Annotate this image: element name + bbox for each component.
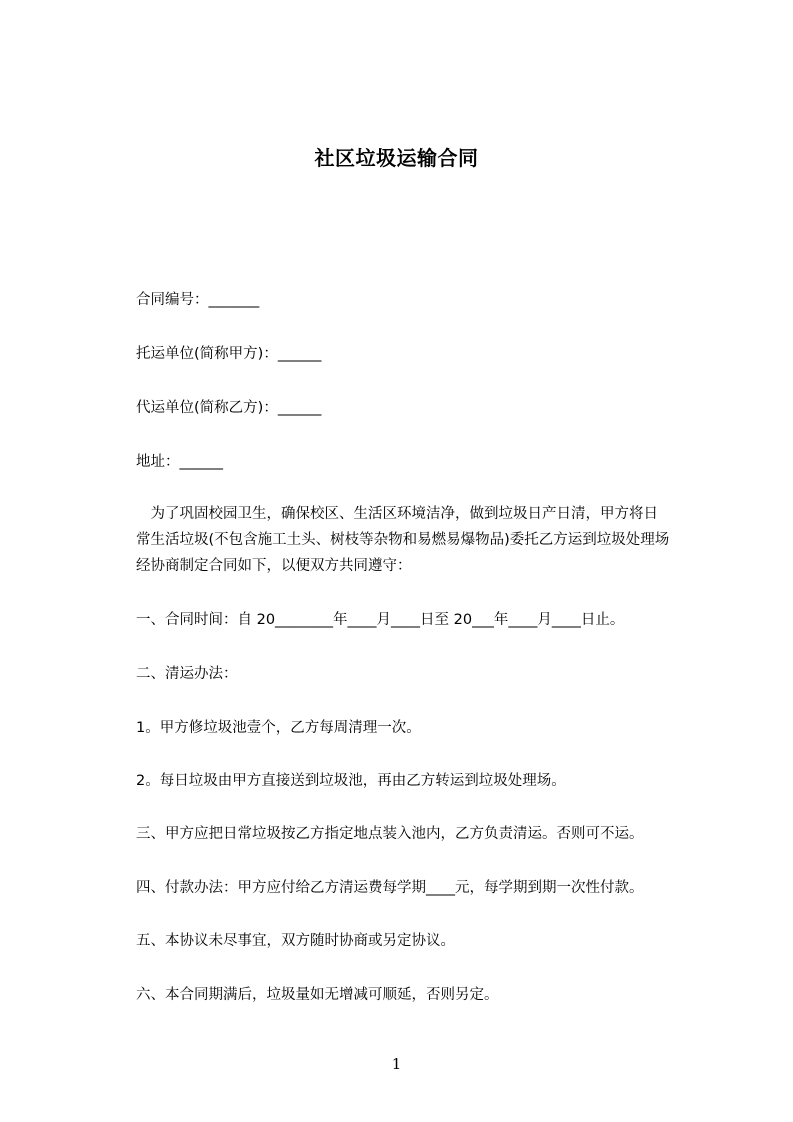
clause-2-item-1: 1。甲方修垃圾池壹个，乙方每周清理一次。: [136, 720, 421, 736]
clause-1: 一、合同时间：自 20________年____月____日至 20___年____月____日止。: [136, 612, 625, 628]
clause-6: 六、本合同期满后，垃圾量如无增减可顺延，否则另定。: [136, 987, 499, 1003]
document-title: 社区垃圾运输合同: [314, 146, 479, 170]
clause-4: 四、付款办法：甲方应付给乙方清运费每学期____元，每学期到期一次性付款。: [136, 880, 644, 896]
clause-3: 三、甲方应把日常垃圾按乙方指定地点装入池内，乙方负责清运。否则可不运。: [136, 826, 644, 842]
intro-line-2: 常生活垃圾(不包含施工土头、树枝等杂物和易燃易爆物品)委托乙方运到垃圾处理场: [136, 532, 670, 548]
clause-5: 五、本协议未尽事宜，双方随时协商或另定协议。: [136, 933, 455, 949]
page-number: 1: [391, 1055, 402, 1073]
carrier-line: 代运单位(简称乙方)：______: [136, 400, 322, 416]
clause-2: 二、清运办法：: [136, 666, 238, 682]
consignor-line: 托运单位(简称甲方)：______: [136, 346, 322, 362]
address-line: 地址：______: [136, 454, 223, 470]
intro-line-3: 经协商制定合同如下，以便双方共同遵守：: [136, 558, 412, 574]
intro-line-1: 为了巩固校园卫生，确保校区、生活区环境洁净，做到垃圾日产日清，甲方将日: [136, 506, 658, 522]
clause-2-item-2: 2。每日垃圾由甲方直接送到垃圾池，再由乙方转运到垃圾处理场。: [136, 773, 566, 789]
contract-number-line: 合同编号：_______: [136, 292, 260, 308]
